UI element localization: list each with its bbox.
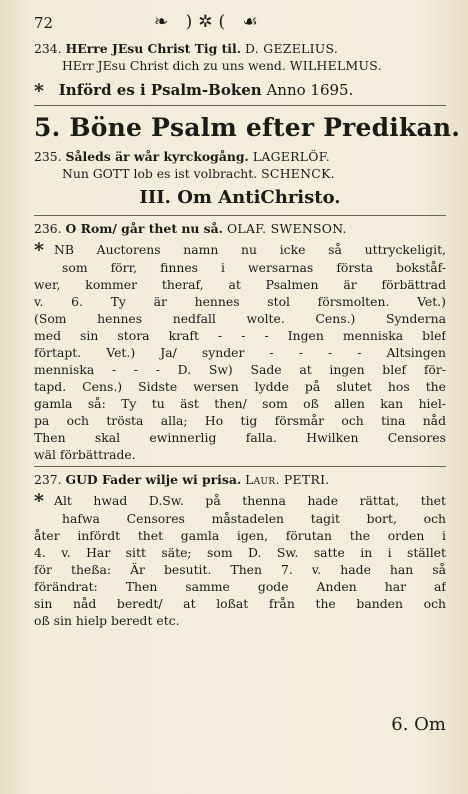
entry-number: 235.: [34, 149, 62, 164]
entry-number: 234.: [34, 41, 62, 56]
hymn-author: Laur. PETRI.: [245, 472, 330, 487]
header-ornament: ❧ )✲( ☙: [154, 12, 264, 32]
commentary-line: gamla så: Ty tu äst then/ som oß allen kan hiel-: [34, 396, 446, 411]
commentary-line: menniska - - - D. Sw) Sade at ingen blef för-: [34, 362, 446, 377]
hymn-original-incipit: Nun GOTT lob es ist volbracht.: [62, 166, 258, 181]
commentary-line: sin nåd beredt/ at loßat från the banden och: [34, 596, 446, 611]
commentary-line: med sin stora kraft - - - Ingen menniska blef: [34, 328, 446, 343]
entry-237-commentary: [34, 492, 446, 629]
asterisk-marker: *: [34, 80, 44, 102]
commentary-line: åter infördt thet gamla igen, förutan the orden i: [34, 528, 446, 543]
commentary-line: (Som hennes nedfall wolte. Cens.) Synderna: [34, 311, 446, 326]
commentary-line: * NB Auctorens namn nu icke så uttryckeligit,: [34, 241, 446, 259]
hymn-incipit: GUD Fader wilje wi prisa.: [65, 472, 242, 487]
commentary-line: Then skal ewinnerlig falla. Hwilken Censores: [34, 430, 446, 445]
commentary-line: 4. v. Har sitt säte; som D. Sw. satte in i stället: [34, 545, 446, 560]
commentary-line: tapd. Cens.) Sidste wersen lydde på slutet hos the: [34, 379, 446, 394]
hymn-original-incipit: HErr JEsu Christ dich zu uns wend.: [62, 58, 286, 73]
note-1695: [34, 79, 446, 102]
section-title-3: III. Om AntiChristo.: [139, 187, 341, 208]
page-number: 72: [34, 14, 54, 32]
commentary-line: pa och trösta alla; Ho tig försmår och tina nåd: [34, 413, 446, 428]
note-year: Anno 1695.: [266, 81, 354, 99]
divider: [34, 466, 446, 467]
commentary-line: * Alt hwad D.Sw. på thenna hade rättat, thet: [34, 492, 446, 510]
commentary-line: förändrat: Then samme gode Anden har af: [34, 579, 446, 594]
catchword: 6. Om: [391, 714, 446, 735]
entry-number: 236.: [34, 221, 62, 236]
hymn-author: OLAF. SWENSON.: [226, 221, 347, 236]
commentary-line: som förr, finnes i wersarnas första bokståf-: [62, 260, 446, 275]
asterisk-marker: *: [34, 492, 44, 510]
entry-234-line-2: [34, 57, 446, 74]
commentary-line: wer, kommer theraf, at Psalmen är förbättrad: [34, 277, 446, 292]
hymn-author: LAGERLÖF.: [252, 149, 330, 164]
page-header: [34, 12, 446, 34]
commentary-line: v. 6. Ty är hennes stol försmolten. Vet.): [34, 294, 446, 309]
entry-236-heading: [34, 220, 446, 237]
divider: [34, 215, 446, 216]
hymn-incipit: Såleds är wår kyrckogång.: [65, 149, 249, 164]
entry-235-line-1: [34, 148, 446, 165]
entry-234-line-1: [34, 40, 446, 57]
commentary-line: oß sin hielp beredt etc.: [34, 613, 180, 628]
asterisk-marker: *: [34, 241, 44, 259]
note-text: Införd es i Psalm-Boken: [58, 81, 262, 99]
entry-237-heading: [34, 471, 446, 488]
entry-236-commentary: [34, 241, 446, 463]
entry-number: 237.: [34, 472, 62, 487]
divider: [34, 105, 446, 106]
hymn-incipit: HErre JEsu Christ Tig til.: [65, 41, 242, 56]
section-title-5: 5. Böne Psalm efter Predikan.: [34, 113, 461, 142]
entry-235-line-2: [34, 165, 446, 182]
hymn-author: D. GEZELIUS.: [244, 41, 339, 56]
commentary-line: förtapt. Vet.) Ja/ synder - - - - Altsingen: [34, 345, 446, 360]
commentary-line: wäl förbättrade.: [34, 447, 136, 462]
hymn-original-author: WILHELMUS.: [289, 58, 382, 73]
hymn-incipit: O Rom/ går thet nu så.: [65, 221, 224, 236]
page-content: [34, 40, 461, 629]
commentary-line: för theßa: Är besutit. Then 7. v. hade han så: [34, 562, 446, 577]
hymn-original-author: SCHENCK.: [261, 166, 335, 181]
commentary-line: hafwa Censores måstadelen tagit bort, och: [62, 511, 446, 526]
